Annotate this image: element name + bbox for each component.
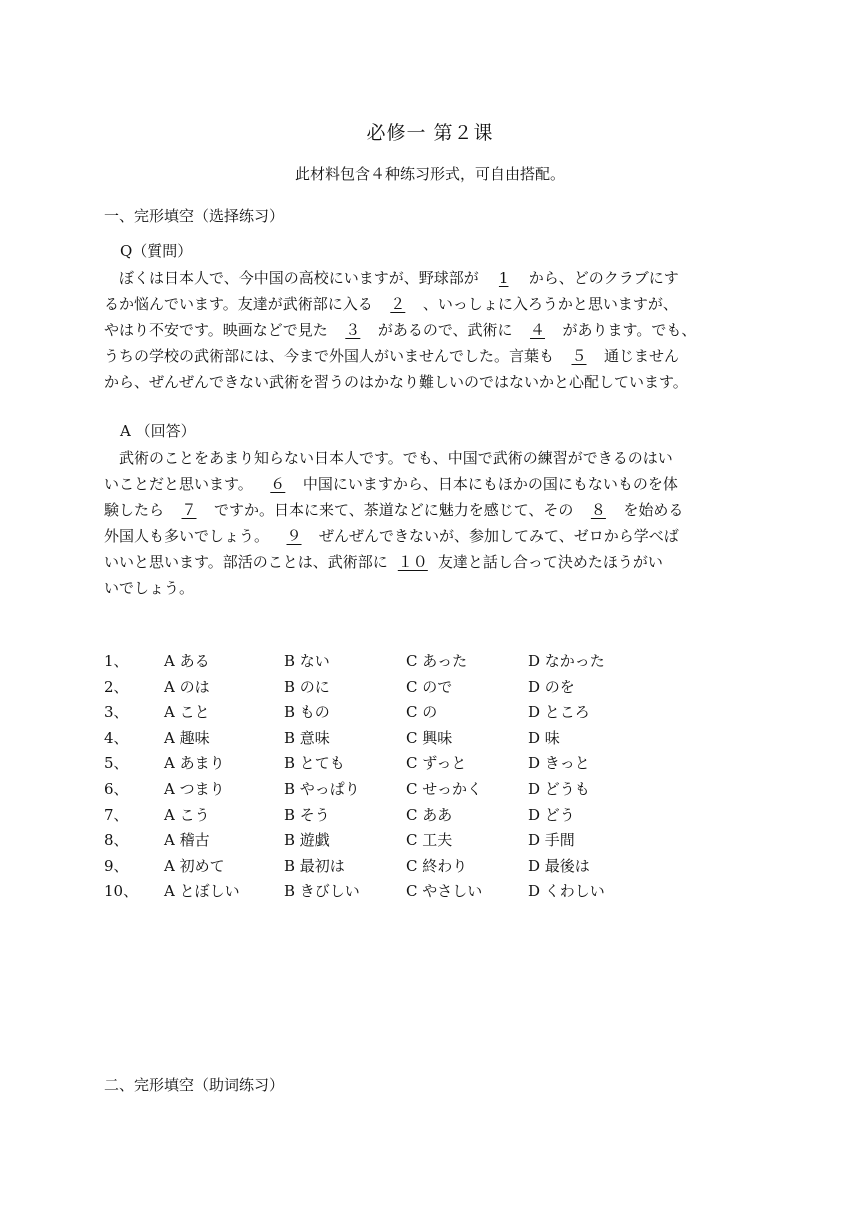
option-b[interactable]: B 最初は (284, 856, 345, 875)
option-a[interactable]: A 稽古 (164, 831, 210, 850)
option-c[interactable]: C ああ (406, 805, 453, 824)
option-a[interactable]: A 初めて (164, 856, 225, 875)
paragraph-text: いいと思います。部活のことは、武術部に (104, 553, 388, 571)
option-d[interactable]: D くわしい (528, 882, 605, 901)
option-a[interactable]: A こと (164, 703, 210, 722)
section-2-heading: 二、完形填空（助词练习） (104, 1076, 285, 1094)
fill-in-blank[interactable]: ４ (530, 321, 546, 339)
question-number: 6、 (104, 779, 129, 798)
option-c[interactable]: C やさしい (406, 882, 483, 901)
option-d[interactable]: D どう (528, 805, 575, 824)
option-b[interactable]: B 遊戯 (284, 831, 330, 850)
option-c[interactable]: C 終わり (406, 856, 468, 875)
fill-in-blank[interactable]: １０ (397, 553, 428, 571)
option-c[interactable]: C の (406, 703, 438, 722)
fill-in-blank[interactable]: ３ (345, 321, 361, 339)
paragraph-text: 中国にいますから、日本にもほかの国にもないものを体 (302, 475, 678, 493)
paragraph-text: があります。でも、 (562, 321, 697, 339)
question-number: 7、 (104, 805, 129, 824)
paragraph-text: るか悩んでいます。友達が武術部に入る (104, 295, 373, 313)
paragraph-text: から、どのクラブにす (528, 269, 679, 287)
question-number: 8、 (104, 831, 129, 850)
option-a[interactable]: A あまり (164, 754, 225, 773)
question-number: 4、 (104, 728, 129, 747)
option-d[interactable]: D どうも (528, 779, 590, 798)
paragraph-text: 外国人も多いでしょう。 (104, 527, 270, 545)
section-1-heading: 一、完形填空（选择练习） (104, 207, 285, 225)
option-b[interactable]: B ない (284, 652, 330, 670)
paragraph-line (104, 549, 764, 575)
paragraph-line (104, 291, 764, 317)
answer-label: A （回答） (120, 422, 196, 440)
paragraph-line (104, 265, 764, 291)
fill-in-blank[interactable]: ９ (286, 527, 302, 545)
option-a[interactable]: A のは (164, 677, 210, 696)
option-a[interactable]: A 趣味 (164, 728, 210, 747)
option-d[interactable]: D ところ (528, 703, 590, 722)
fill-in-blank[interactable]: ７ (181, 501, 197, 519)
question-label: Q（質問） (120, 242, 193, 260)
option-c[interactable]: C せっかく (406, 779, 482, 798)
paragraph-text: を始める (623, 501, 684, 519)
paragraph-line (104, 317, 764, 343)
paragraph-text: いことだと思います。 (104, 475, 253, 493)
paragraph-line (104, 343, 764, 369)
paragraph-text: があるので、武術に (377, 321, 513, 339)
paragraph-text: いでしょう。 (104, 579, 195, 597)
option-b[interactable]: B のに (284, 677, 330, 696)
option-d[interactable]: D のを (528, 677, 575, 696)
option-a[interactable]: A つまり (164, 779, 225, 798)
paragraph-line (104, 471, 764, 497)
paragraph-text: 験したら (104, 501, 165, 519)
option-b[interactable]: B もの (284, 703, 330, 722)
paragraph-text: ぜんぜんできないが、参加してみて、ゼロから学べば (319, 527, 679, 545)
option-d[interactable]: D きっと (528, 754, 590, 773)
option-b[interactable]: B きびしい (284, 882, 360, 901)
option-c[interactable]: C 興味 (406, 728, 453, 747)
question-number: 9、 (104, 856, 129, 875)
fill-in-blank[interactable]: ８ (590, 501, 606, 519)
paragraph-line (104, 369, 764, 395)
paragraph-text: 通じません (604, 347, 680, 365)
page-title: 必修一 第２课 (366, 122, 494, 144)
option-a[interactable]: A こう (164, 805, 210, 824)
question-number: 2、 (104, 677, 129, 696)
option-c[interactable]: C あった (406, 652, 468, 670)
question-number: 3、 (104, 703, 129, 722)
option-c[interactable]: C 工夫 (406, 831, 453, 850)
paragraph-text: うちの学校の武術部には、今まで外国人がいませんでした。言葉も (104, 347, 555, 365)
option-c[interactable]: C ずっと (406, 754, 467, 773)
paragraph-line (104, 575, 764, 601)
paragraph-text: ですか。日本に来て、茶道などに魅力を感じて、その (214, 501, 574, 519)
fill-in-blank[interactable]: 1 (498, 269, 509, 287)
option-b[interactable]: B 意味 (284, 728, 330, 747)
option-a[interactable]: A ある (164, 652, 210, 670)
paragraph-text: 、いっしょに入ろうかと思いますが、 (422, 295, 678, 313)
paragraph-text: ぼくは日本人で、今中国の高校にいますが、野球部が (119, 269, 479, 287)
fill-in-blank[interactable]: ６ (270, 475, 286, 493)
fill-in-blank[interactable]: ２ (390, 295, 406, 313)
option-d[interactable]: D なかった (528, 652, 605, 670)
question-number: 10、 (104, 882, 139, 901)
question-number: 1、 (104, 652, 129, 670)
paragraph-text: から、ぜんぜんできない武術を習うのはかなり難しいのではないかと心配しています。 (104, 373, 688, 391)
fill-in-blank[interactable]: ５ (571, 347, 587, 365)
page-subtitle: 此材料包含４种练习形式，可自由搭配。 (294, 165, 565, 183)
option-d[interactable]: D 手間 (528, 831, 575, 850)
paragraph-text: 友達と話し合って決めたほうがい (437, 553, 663, 571)
option-a[interactable]: A とぼしい (164, 882, 240, 901)
paragraph-line (104, 523, 764, 549)
question-number: 5、 (104, 754, 129, 773)
option-d[interactable]: D 味 (528, 728, 560, 747)
answer-paragraph (104, 445, 764, 601)
paragraph-text: 武術のことをあまり知らない日本人です。でも、中国で武術の練習ができるのはい (119, 449, 673, 467)
paragraph-line (104, 497, 764, 523)
option-b[interactable]: B やっぱり (284, 779, 360, 798)
paragraph-line (104, 445, 764, 471)
question-paragraph (104, 265, 764, 395)
option-d[interactable]: D 最後は (528, 856, 590, 875)
option-c[interactable]: C ので (406, 677, 453, 696)
option-b[interactable]: B そう (284, 805, 330, 824)
paragraph-text: やはり不安です。映画などで見た (104, 321, 328, 339)
option-b[interactable]: B とても (284, 754, 345, 773)
